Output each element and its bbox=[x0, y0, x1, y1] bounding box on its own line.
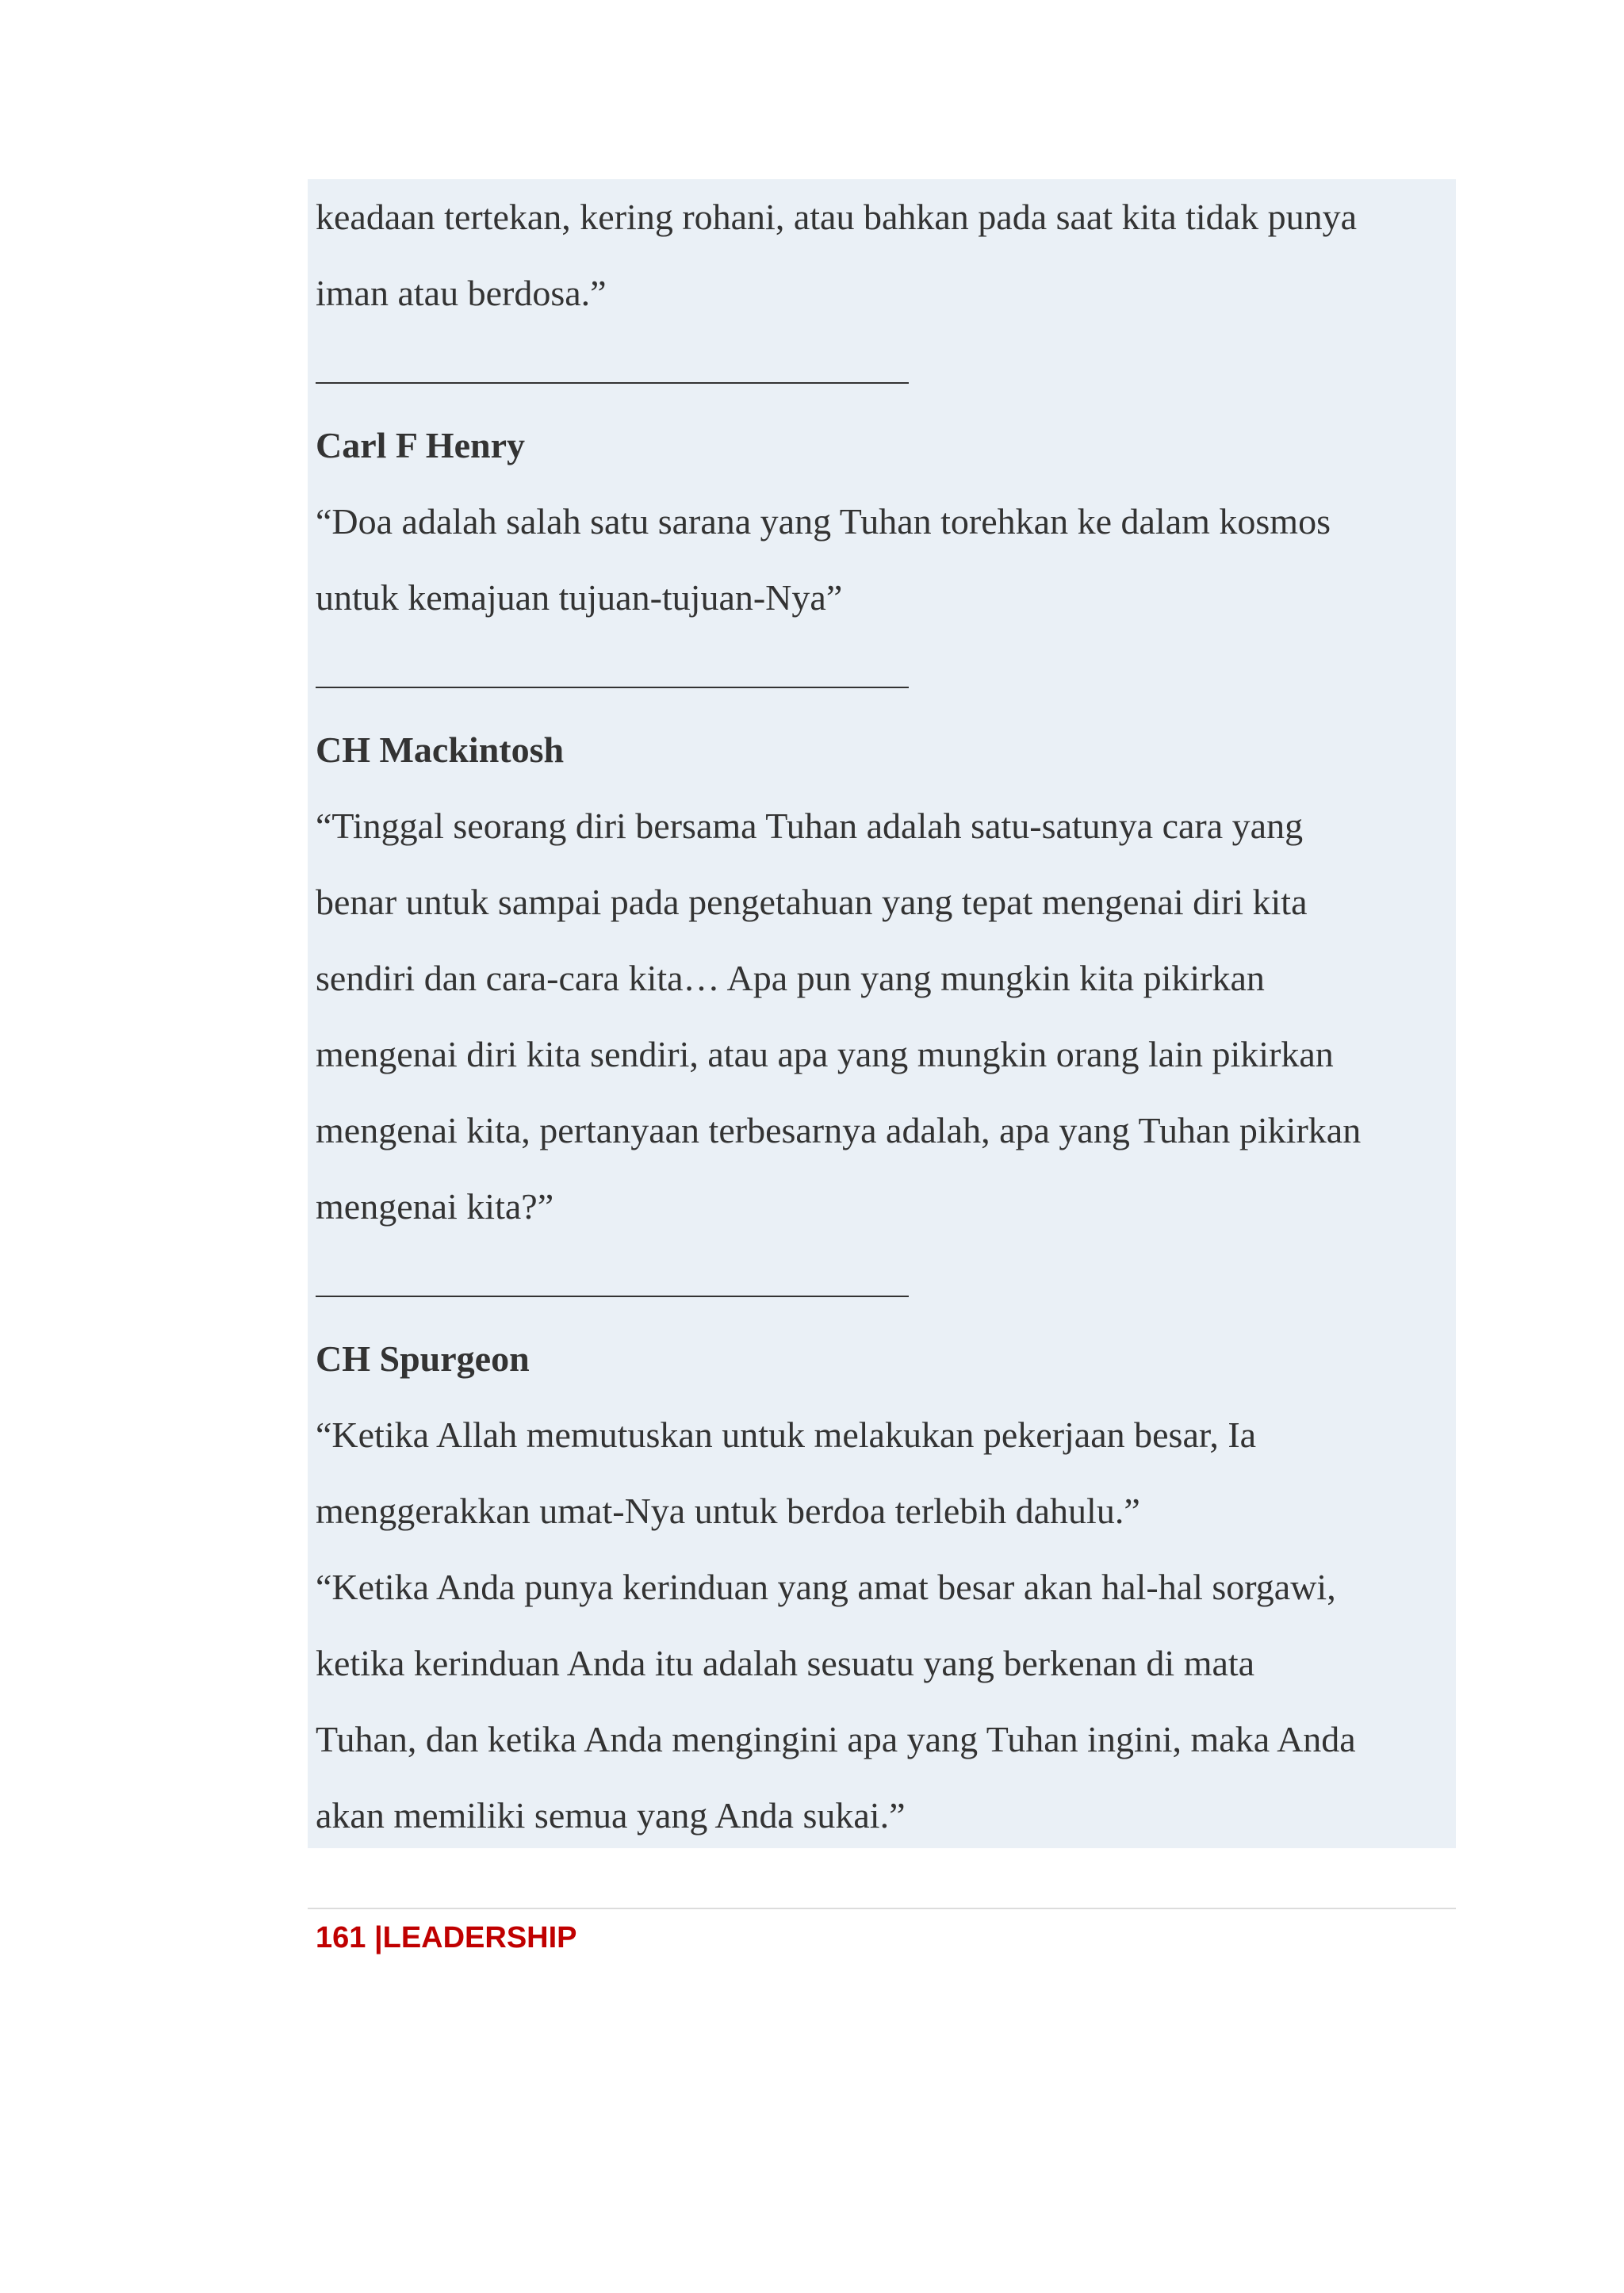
page-footer bbox=[316, 1916, 577, 1960]
quote-author: Carl F Henry bbox=[316, 425, 526, 465]
quote-author: CH Mackintosh bbox=[316, 729, 565, 770]
continuation-line: keadaan tertekan, kering rohani, atau bahkan pada saat kita tidak punya bbox=[316, 197, 1357, 237]
quote-block bbox=[308, 179, 1456, 1848]
quote-line: mengenai diri kita sendiri, atau apa yang mungkin orang lain pikirkan bbox=[316, 1034, 1334, 1074]
page-number: 161 bbox=[316, 1921, 366, 1954]
quote-line: “Ketika Anda punya kerinduan yang amat besar akan hal-hal sorgawi, bbox=[316, 1567, 1336, 1607]
quote-line: akan memiliki semua yang Anda sukai.” bbox=[316, 1795, 906, 1836]
quote-line: sendiri dan cara-cara kita… Apa pun yang mungkin kita pikirkan bbox=[316, 958, 1265, 998]
section-title: LEADERSHIP bbox=[382, 1921, 577, 1954]
quote-line: menggerakkan umat-Nya untuk berdoa terlebih dahulu.” bbox=[316, 1491, 1140, 1531]
quote-line: “Tinggal seorang diri bersama Tuhan adalah satu-satunya cara yang bbox=[316, 806, 1304, 846]
quote-line: “Doa adalah salah satu sarana yang Tuhan torehkan ke dalam kosmos bbox=[316, 501, 1331, 542]
quote-line: Tuhan, dan ketika Anda mengingini apa yang Tuhan ingini, maka Anda bbox=[316, 1719, 1356, 1759]
quote-line: “Ketika Allah memutuskan untuk melakukan pekerjaan besar, Ia bbox=[316, 1414, 1257, 1455]
quote-line: mengenai kita, pertanyaan terbesarnya adalah, apa yang Tuhan pikirkan bbox=[316, 1110, 1362, 1150]
separator-rule bbox=[316, 636, 1448, 712]
footer-rule bbox=[308, 1908, 1456, 1909]
separator-rule bbox=[316, 331, 1448, 408]
quote-line: mengenai kita?” bbox=[316, 1186, 554, 1227]
footer-separator: | bbox=[366, 1921, 383, 1954]
separator-rule bbox=[316, 1245, 1448, 1321]
quote-block-text bbox=[316, 179, 1448, 1854]
quote-line: ketika kerinduan Anda itu adalah sesuatu yang berkenan di mata bbox=[316, 1643, 1255, 1683]
quote-author: CH Spurgeon bbox=[316, 1338, 530, 1379]
quote-line: benar untuk sampai pada pengetahuan yang tepat mengenai diri kita bbox=[316, 882, 1308, 922]
continuation-line: iman atau berdosa.” bbox=[316, 273, 607, 313]
quote-line: untuk kemajuan tujuan-tujuan-Nya” bbox=[316, 577, 843, 618]
